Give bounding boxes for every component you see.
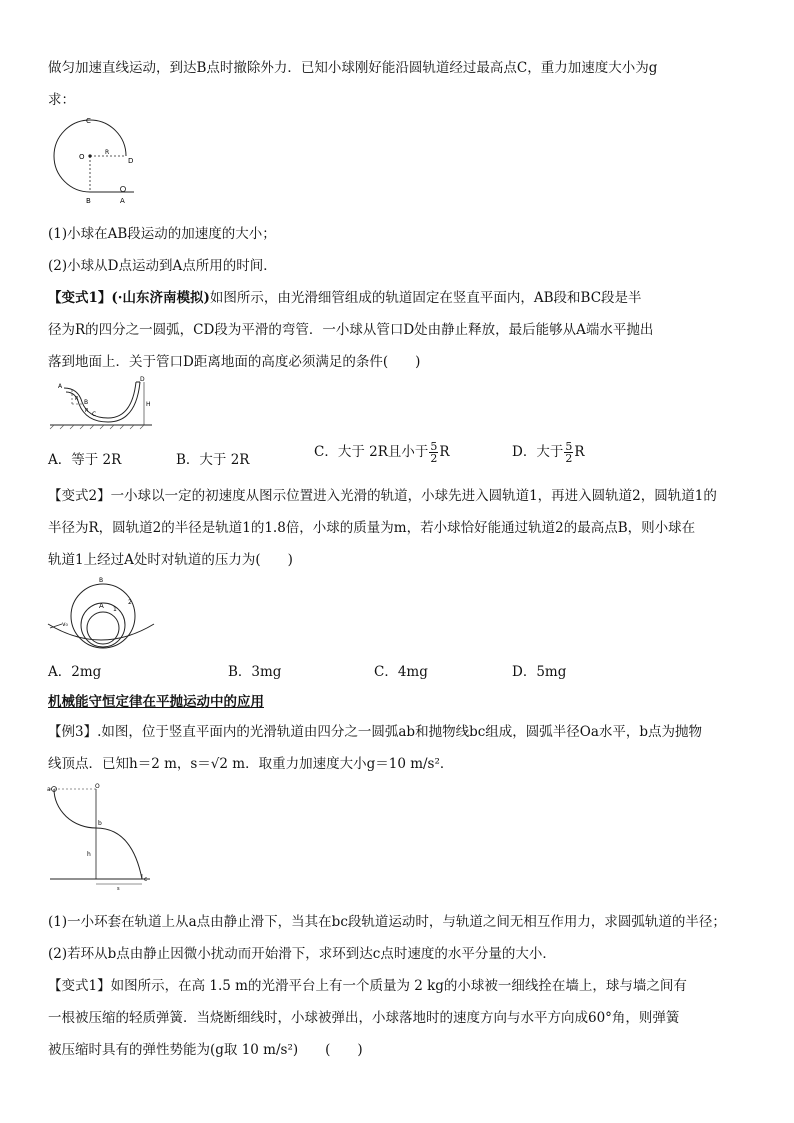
fig3-label-b: B	[99, 577, 104, 584]
fig3-label-v0: v₀	[62, 621, 68, 628]
variant2-option-d: D．5mg	[512, 664, 567, 680]
example3-line-1: 【例3】.如图，位于竖直平面内的光滑轨道由四分之一圆弧ab和抛物线bc组成，圆弧半径Oa水平，b点为抛物	[48, 724, 703, 740]
figure-tube-track	[48, 374, 154, 430]
fig2-label-c: C	[92, 411, 97, 418]
variant1-tag: 【变式1】	[48, 290, 112, 306]
section-title: 机械能守恒定律在平抛运动中的应用	[48, 694, 264, 710]
fig1-label-o: O	[79, 153, 85, 161]
fig4-label-a: a	[47, 786, 51, 793]
fig1-label-d: D	[128, 157, 134, 165]
question-1: (1)小球在AB段运动的加速度的大小；	[48, 226, 276, 242]
fraction-denominator: 2	[430, 452, 438, 465]
variant2-line-2: 半径为R，圆轨道2的半径是轨道1的1.8倍，小球的质量为m，若小球恰好能通过轨道2的最高点B，则小球在	[48, 520, 696, 536]
fig1-label-a: A	[120, 197, 125, 205]
figure-double-loop	[46, 574, 156, 654]
fraction-five-halves	[429, 441, 438, 464]
variant1-source: (·山东济南模拟)	[111, 290, 210, 306]
variant2-line-3: 轨道1上经过A处时对轨道的压力为( )	[48, 552, 293, 568]
variant1-option-a: A．等于 2R	[48, 452, 122, 468]
variant2-option-c: C．4mg	[374, 664, 428, 680]
fig3-label-2: 2	[128, 599, 132, 606]
variant2-line-1: 【变式2】一小球以一定的初速度从图示位置进入光滑的轨道，小球先进入圆轨道1，再进入圆轨道2，圆轨道1的	[48, 488, 717, 504]
fig4-label-s: s	[117, 886, 120, 890]
variant2-option-b: B．3mg	[228, 664, 282, 680]
fig2-label-d: D	[140, 376, 145, 383]
fig3-label-a: A	[99, 602, 104, 610]
option-d-text: D．大于	[512, 444, 564, 460]
variant3-line-2: 一根被压缩的轻质弹簧．当烧断细线时，小球被弹出，小球落地时的速度方向与水平方向成60°角，则弹簧	[48, 1010, 680, 1026]
fraction-denominator-d: 2	[565, 452, 573, 465]
variant1-option-b: B．大于 2R	[176, 452, 250, 468]
intro-line-1: 做匀加速直线运动，到达B点时撤除外力．已知小球刚好能沿圆轨道经过最高点C，重力加速度大小为g	[48, 60, 658, 76]
fig2-label-r1: R	[75, 396, 79, 402]
option-c-text: C．大于 2R且小于	[314, 444, 429, 460]
variant1-option-c	[314, 440, 450, 464]
variant1-line-3: 落到地面上．关于管口D距离地面的高度必须满足的条件( )	[48, 354, 421, 370]
fig2-label-h: H	[146, 401, 151, 408]
fig4-label-o: O	[95, 783, 100, 790]
variant3-line-3: 被压缩时具有的弹性势能为(g取 10 m/s²) ( )	[48, 1042, 363, 1058]
variant3-line-1: 【变式1】如图所示，在高 1.5 m的光滑平台上有一个质量为 2 kg的小球被一细线拴在墙上，球与墙之间有	[48, 978, 687, 994]
fraction-numerator-d: 5	[565, 440, 573, 453]
intro-line-2: 求：	[48, 92, 75, 108]
fig2-label-a: A	[58, 383, 63, 390]
variant1-line-2: 径为R的四分之一圆弧，CD段为平滑的弯管．一小球从管口D处由静止释放，最后能够从A端水平抛出	[48, 322, 654, 338]
fig3-label-1: 1	[113, 606, 117, 613]
fraction-five-halves-d	[564, 441, 573, 464]
variant1-line-1	[48, 286, 642, 306]
example3-question-1: (1)一小环套在轨道上从a点由静止滑下，当其在bc段轨道运动时，与轨道之间无相互作用力，求圆弧轨道的半径；	[48, 914, 726, 930]
variant1-text: 如图所示，由光滑细管组成的轨道固定在竖直平面内，AB段和BC段是半	[209, 290, 642, 306]
question-2: (2)小球从D点运动到A点所用的时间．	[48, 258, 277, 274]
fig4-label-b: b	[98, 820, 102, 827]
example3-question-2: (2)若环从b点由静止因微小扰动而开始滑下，求环到达c点时速度的水平分量的大小．	[48, 946, 556, 962]
fig2-label-b: B	[84, 399, 89, 406]
fig1-label-r: R	[105, 149, 110, 156]
fig1-label-b: B	[86, 197, 91, 205]
figure-arc-parabola	[46, 782, 156, 890]
fig4-label-h: h	[87, 851, 91, 858]
option-d-var: R	[574, 444, 585, 460]
variant2-option-a: A．2mg	[48, 664, 102, 680]
fig1-label-c: C	[86, 117, 91, 125]
fig2-label-r2: R	[85, 408, 89, 414]
figure-circle-track	[48, 114, 158, 206]
fraction-numerator: 5	[430, 440, 438, 453]
option-c-var: R	[439, 444, 450, 460]
variant1-option-d	[512, 440, 585, 464]
fig4-label-c: c	[144, 876, 148, 883]
example3-line-2: 线顶点．已知h＝2 m，s＝√2 m．取重力加速度大小g＝10 m/s²．	[48, 756, 454, 772]
